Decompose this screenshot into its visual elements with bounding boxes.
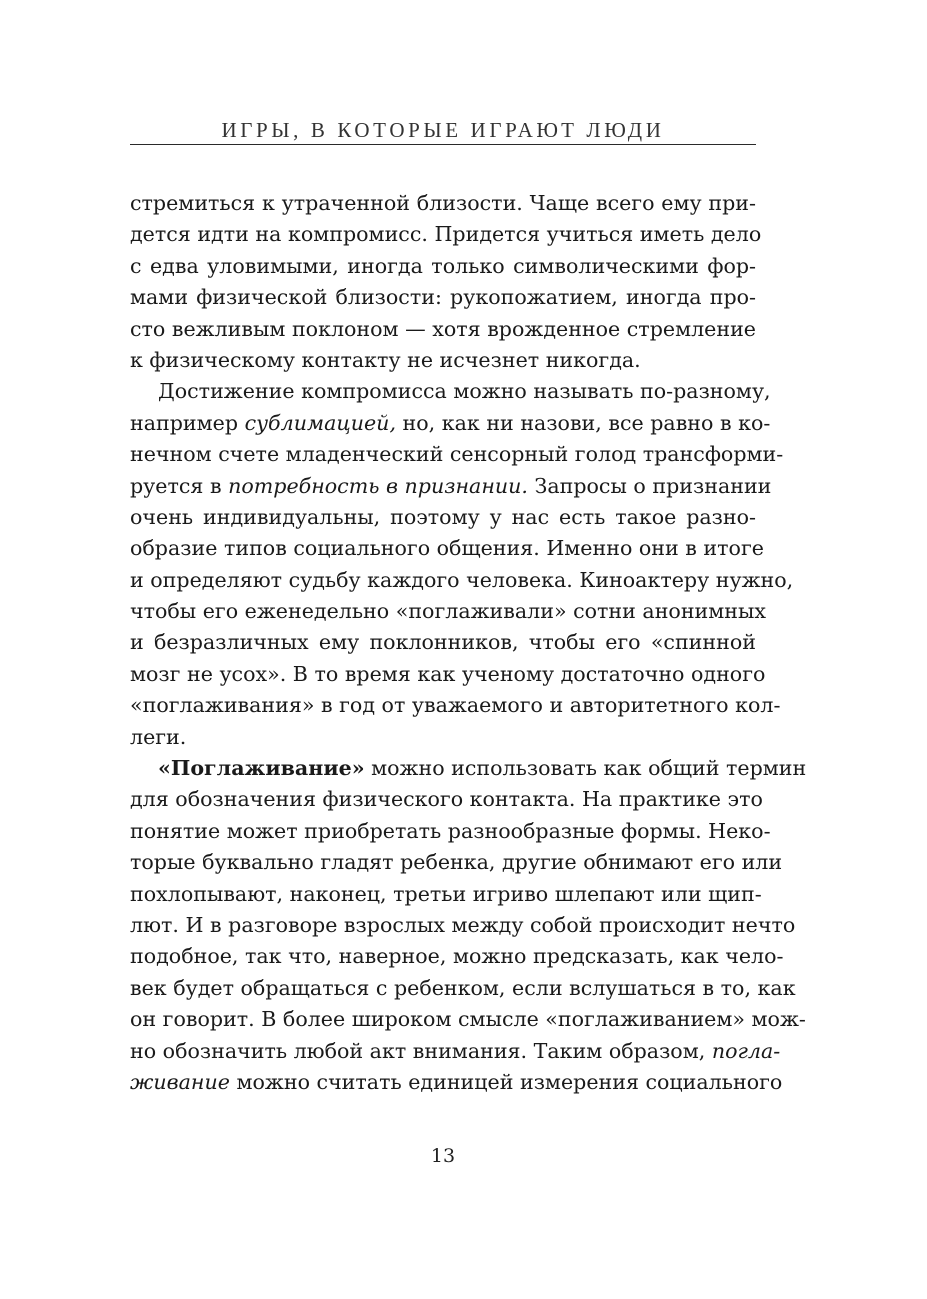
header-rule: [130, 144, 756, 145]
text-run: можно считать единицей измерения социального: [229, 1069, 783, 1094]
text-run: образие типов социального общения. Именно они в итоге: [130, 536, 764, 561]
text-line: [130, 659, 766, 690]
paragraph: [130, 188, 762, 376]
text-line: [130, 282, 756, 313]
text-line: [130, 376, 771, 407]
text-line: [130, 565, 794, 596]
text-run: «поглаживания» в год от уважаемого и авторитетного кол-: [130, 693, 781, 718]
text-run: Достижение компромисса можно называть по-разному,: [158, 379, 771, 404]
book-page: [130, 0, 807, 1299]
text-run: руется в: [130, 473, 229, 498]
text-line: [130, 910, 796, 941]
text-run: мами физической близости: рукопожатием, иногда про-: [130, 285, 756, 310]
paragraph: [130, 376, 794, 753]
text-run: дется идти на компромисс. Придется учиться иметь дело: [130, 222, 762, 247]
text-line: [130, 219, 762, 250]
text-line: [130, 816, 771, 847]
text-run: к физическому контакту не исчезнет никогда.: [130, 347, 641, 372]
text-run: и безразличных ему поклонников, чтобы его «спинной: [130, 630, 756, 655]
italic-run: живание: [130, 1069, 230, 1094]
text-line: [130, 627, 756, 658]
text-line: [130, 471, 772, 502]
text-run: чтобы его еженедельно «поглаживали» сотни анонимных: [130, 599, 767, 624]
text-line: [130, 533, 764, 564]
text-line: [130, 753, 807, 784]
text-run: торые буквально гладят ребенка, другие обнимают его или: [130, 850, 783, 875]
text-line: [130, 345, 756, 376]
text-line: [130, 847, 783, 878]
text-run: нечном счете младенческий сенсорный голод трансформи-: [130, 442, 784, 467]
text-run: похлопывают, наконец, третьи игриво шлепают или щип-: [130, 881, 762, 906]
text-run: но обозначить любой акт внимания. Таким образом,: [130, 1038, 712, 1063]
running-head-title: ИГРЫ, В КОТОРЫЕ ИГРАЮТ ЛЮДИ: [221, 118, 665, 142]
italic-run: потребность в признании.: [228, 473, 528, 498]
text-line: [130, 314, 756, 345]
text-line: [130, 941, 784, 972]
text-line: [130, 973, 796, 1004]
text-line: [130, 188, 756, 219]
text-run: для обозначения физического контакта. На практике это: [130, 787, 763, 812]
text-line: [130, 722, 756, 753]
body-text: [130, 188, 807, 1098]
text-run: стремиться к утраченной близости. Чаще всего ему при-: [130, 191, 756, 215]
text-line: [130, 251, 756, 282]
text-line: [130, 439, 784, 470]
text-line: [130, 596, 767, 627]
text-run: но, как ни назови, все равно в ко-: [396, 410, 771, 435]
text-line: [130, 690, 781, 721]
text-line: [130, 784, 763, 815]
page-number: 13: [430, 1145, 456, 1167]
text-run: он говорит. В более широком смысле «поглаживанием» мож-: [130, 1007, 806, 1032]
text-line: [130, 879, 762, 910]
text-run: век будет обращаться с ребенком, если вслушаться в то, как: [130, 975, 796, 1000]
text-run: лют. И в разговоре взрослых между собой происходит нечто: [130, 912, 796, 937]
text-line: [130, 1067, 783, 1098]
text-line: [130, 1036, 781, 1067]
italic-run: погла-: [711, 1038, 781, 1063]
text-run: можно использовать как общий термин: [364, 756, 807, 781]
text-line: [130, 1004, 806, 1035]
text-run: леги.: [130, 724, 187, 749]
text-run: и определяют судьбу каждого человека. Киноактеру нужно,: [130, 567, 794, 592]
text-run: например: [130, 410, 245, 435]
text-run: мозг не усох». В то время как ученому достаточно одного: [130, 661, 766, 686]
text-line: [130, 502, 756, 533]
text-run: с едва уловимыми, иногда только символическими фор-: [130, 253, 756, 278]
text-run: сто вежливым поклоном — хотя врожденное стремление: [130, 316, 756, 341]
paragraph: [130, 753, 807, 1098]
text-line: [130, 408, 771, 439]
text-run: понятие может приобретать разнообразные формы. Неко-: [130, 818, 771, 843]
text-run: подобное, так что, наверное, можно предсказать, как чело-: [130, 944, 784, 969]
text-run: Запросы о признании: [527, 473, 772, 498]
text-run: очень индивидуальны, поэтому у нас есть такое разно-: [130, 504, 756, 529]
italic-run: сублимацией,: [244, 410, 396, 435]
bold-run: «Поглаживание»: [158, 756, 365, 781]
